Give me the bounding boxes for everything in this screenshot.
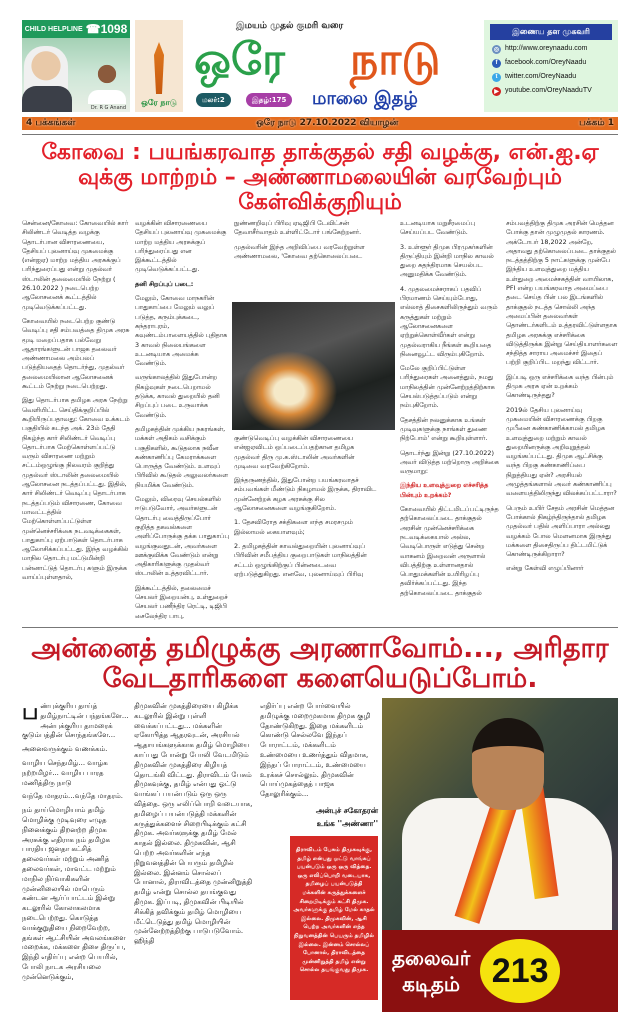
- letter-badge: [382, 930, 618, 1012]
- page-body: [0, 136, 640, 1020]
- paragraph: இக்கூட்டத்தில், தலைமைச் செயலர் இறையன்பு, உள்துறைச் செயலர் பணீந்திர ரெட்டி, டிஜிபி சைலேந்திர பாபு,: [135, 583, 228, 620]
- story2-column-3: [260, 702, 378, 800]
- lead-headline: கோவை : பயங்கரவாத தாக்குதல் சதி வழக்கு, என்.ஐ.ஏ வுக்கு மாற்றம் – அண்ணாமலையின் வரவேற்பும் கேள்விக்குறியும்: [41, 140, 599, 215]
- facebook-icon: f: [492, 59, 501, 68]
- story1-body: [0, 219, 640, 623]
- paragraph: மேலும், விரைவு செயல்களில் ஈடுபடுவோர், அவர்களுடன் தொடர்பு வைத்திருப்போர் குறித்த தகவல்களை அளிப்போருக்கு தக்க பாதுகாப்பு வழங்குவதுடன், அவர்களை ஊக்குவிக்க வேண்டும் என்று அதிகாரிகளுக்கு முதல்வர் ஸ்டாலின் உத்தரவிட்டார்.: [135, 495, 230, 578]
- paragraph: தமிழகத்தின் முக்கிய நகரங்கள், மக்கள் அதிகம் வசிக்கும் பகுதிகளில், கூடுதலாக நவீன கண்காணிப்பு கேமராக்களை பொருத்த வேண்டும். உளவுப் பிரிவில் கூடுதல் அலுவலர்களை நியமிக்க வேண்டும்.: [135, 424, 228, 489]
- paragraph: 3. உள்ளூர் திமுக பிரமுகர்களின் திருப்தியும் இன்றி மாநில காவல் துறை சுதந்திரமாக செயல்பட அனுமதிக்க வேண்டும்.: [400, 242, 494, 279]
- blast-scene-photo: [232, 302, 395, 430]
- story1-column-5: [506, 219, 618, 621]
- masthead-tagline: இமயம் முதல் குமரி வரை: [236, 21, 344, 31]
- paragraph: தொடர்ந்து இன்று (27.10.2022) அவர் விடுத்த மற்றொரு அறிக்கை வருமாறு:: [400, 448, 499, 476]
- link-text[interactable]: youtube.com/OreyNaaduTV: [505, 87, 592, 94]
- portrait-coat: [22, 86, 72, 112]
- paragraph: கோவையில் நடைபெற்ற குண்டு வெடிப்பு சதி சம்பவத்தை திமுக அரசு மூடி மறைப்பதாக பல்வேறு ஆதாரங்களுடன் பாஜக தலைவர் அண்ணாமலை அம்பலப் படுத்தியதைத் தொடர்ந்து, முதல்வர் தலைமையிலான ஆலோசனைக் கூட்டம் நேற்று நடைபெற்றது.: [22, 316, 130, 391]
- paragraph: 4. முதலமைச்சராகப் பதவிப் பிரமாணம் செய்யும்போது, எல்லாத் திசைகளிலிருந்தும் வரும் கருத்துகள் மற்றும் ஆலோசனைகளை ஏற்றுக்கொள்வீர்கள் என்று முதல்வராகிய நீங்கள் கூறியதை நினைவூட்ட விரும்புகிறோம்.: [400, 284, 498, 358]
- story2-column-2: [134, 702, 254, 1018]
- story2-column-1: [22, 702, 129, 1018]
- paragraph: என்று கேள்வி எழுப்பினார்: [506, 564, 584, 573]
- divider: [22, 627, 618, 628]
- paragraph: 1. தேசவிரோத சக்திகளை எந்த சமரசமும் இல்லாமல் கையாளவும்;: [234, 518, 353, 536]
- link-text[interactable]: http://www.oreynaadu.com: [505, 45, 588, 52]
- photo-head: [472, 718, 544, 810]
- paragraph: நம் தாய்மொழியாம் தமிழ் மொழிக்கு முடிவுரை எழுத நினைக்கும் திறனற்ற திமுக அரசுக்கு எதிராக நம் தமிழக பாரதிய ஜனதா கட்சித் தலைவர்கள் மற்றும் அணித் தலைவர்கள், மாவட்ட மற்றும் மாநில நிர்வாகிகளின் முன்னிலையில் மாபெரும் கண்டன ஆர்ப்பாட்டம் இன்று கடலூரில் கோலாகலமாக நடைபெற்றது. கொடுத்த வாக்குறுதியை நிறைவேற்ற, தங்கள் ஆட்சியின் அவலங்களை மறைக்க, மக்களை திசை திருப்ப, இந்தி எதிர்ப்பு என்ற பெயரில், போலி நாடக அரசியலை முன்னெடுக்கும்,: [22, 806, 126, 981]
- story1-column-3-top: [234, 219, 394, 297]
- paragraph: பெரும் உயிர் சேதம் அரசின் மெத்தன போக்கால் நிகழ்ந்திருந்தால் தமிழக முதல்வர் பதில் அளிப்பாரா அல்லது வழக்கம் போல மௌனமாக இருந்து மக்களை திசைதிருப்ப திட்டமிட்டுக் கொண்டிருக்கிறாரா?: [506, 503, 615, 559]
- link-text[interactable]: facebook.com/OreyNaadu: [505, 59, 587, 66]
- badge-line-2: கடிதம்: [402, 972, 460, 996]
- helpline-label: CHILD HELPLINE: [24, 25, 83, 33]
- issue-date: ஒரே நாடு 27.10.2022 வியாழன்: [256, 118, 399, 128]
- page-count: 4 பக்கங்கள்: [26, 118, 76, 128]
- paragraph: தேசத்தின் நலனுக்காக உங்கள் முடிவுகளுக்கு நாங்கள் துணை நிற்போம்' என்று கூறியுள்ளார்.: [400, 415, 488, 443]
- paragraph: மேலும், கோவை மாநகரின் பாதுகாப்பை மேலும் வலுப் படுத்த, கரும்புக்கடை, சுந்தராபுரம், கவுண்டம்பாளையத்தில் புதிதாக 3 காவல் நிலையங்களை உடனடியாக அமைக்க வேண்டும்.: [135, 294, 228, 368]
- paragraph: இப்படி ஒரு எச்சரிக்கை வந்த பின்பும் திமுக அரசு ஏன் உறக்கம் கொண்டிருந்தது?: [506, 372, 614, 400]
- paragraph: வாழிய செந்தமிழ்... வாழ்க நற்றமிழர்... வாழிய பாரத மணித்திரு நாடு: [22, 758, 108, 787]
- paragraph: இந்தருணத்தில், இதுபோன்ற பயங்கரவாதச் சம்பவங்கள் மீண்டும் நிகழாமல் இருக்க, திராவிட முன்னேற்றக் கழக அரசுக்கு சில ஆலோசனைகளை வழங்குகிறோம்.: [234, 476, 377, 513]
- subheading: இந்திய உளவுத்துறை எச்சரித்த பின்பும் உறக்கம்?: [400, 481, 489, 499]
- story1-column-2: [135, 219, 230, 621]
- story1-column-3-bottom: [234, 434, 379, 621]
- letter-number: 213: [480, 939, 560, 1003]
- story1-column-1: [22, 219, 130, 621]
- paragraph: உடனடியாக மறுசீரமைப்பு செய்யப்பட வேண்டும்.: [400, 219, 476, 237]
- web-heading: இணைய தள முகவரி: [490, 24, 612, 40]
- paragraph: வழக்கின் விசாரணையை தேசியப் புலனாய்வு முகமைக்கு மாற்ற மத்திய அரசுக்குப் பரிந்துரைப்பது என இக்கூட்டத்தில் முடிவெடுக்கப்பட்டது.: [135, 219, 227, 274]
- masthead-title-part1: ஒரே: [194, 34, 285, 85]
- link-website[interactable]: [492, 44, 618, 54]
- date-bar: [22, 117, 618, 130]
- second-headline: அன்னைத் தமிழுக்கு அரணாவோம்..., அரிதார வேடதாரிகளை களையெடுப்போம்.: [31, 633, 609, 694]
- paragraph: அனைவருக்கும் வணக்கம்.: [22, 745, 108, 754]
- link-facebook[interactable]: [492, 58, 618, 68]
- pen-nib-icon: [154, 42, 164, 94]
- drop-cap: ப: [22, 702, 39, 725]
- volume-badge: மலர்:2: [196, 93, 231, 107]
- paragraph: வந்தே மாதரம்...வந்தே மாதரம்.: [22, 792, 123, 801]
- signoff-line-1: அன்புச் சகோதரன்: [315, 806, 378, 815]
- paragraph: சென்னை/கோவை: கோவையில் கார் சிலிண்டர் வெடித்த வழக்கு தொடர்பான விசாரணையை, தேசியப் புலனாய்வு முகமைக்கு (என்ஐஏ) மாற்ற மத்திய அரசுக்குப் பரிந்துரைப்பது என்று முதல்வர் ஸ்டாலின் தலைமையில் நேற்று ( 26.10.2022 ) நடைபெற்ற ஆலோசனைக் கூட்டத்தில் முடிவெடுக்கப்பட்டது.: [22, 219, 129, 311]
- link-youtube[interactable]: [492, 86, 618, 96]
- paragraph: கோவையில் திட்டமிடப்பட்டிருந்த தற்கொலைப்படை தாக்குதல் அரசின் முன்னெச்சரிக்கை நடவடிக்கையால் அல்ல, வெடிபொருள் எடுத்து சென்ற வாகனம் இறைவன் அருளால் விபத்திற்கு உள்ளானதால் பொதுமக்களின் உயிரிழப்பு தவிர்க்கப்பட்டது. இந்த தற்கொலைப்படை தாக்குதல்: [400, 505, 499, 597]
- paragraph: நுண்ணறிவுப் பிரிவு ஏடிஜிபி டேவிட்சன் தேவாசீர்வாதம் உள்ளிட்டோர் பங்கேற்றனர்.: [234, 219, 362, 237]
- ad-caption: Dr. R G Anand: [90, 105, 126, 111]
- globe-icon: ◎: [493, 46, 500, 53]
- paragraph: திமுகவின் முகத்திரையை கிழிக்க கடலூரில் இன்று புள்ளி வைக்கப்பட்டது... மக்களின் ஏகோபித்த ஆதரவுடன், அரசியல் ஆதாயங்களுக்காக தமிழ் மொழியை காப்பது போன்று போலி வேடமிடும் திமுகவின் முகத்திரை கிழியத் தொடங்கி விட்டது. திராவிடம் பேசும் திமுகவுக்கு, தமிழ் என்பது ஓட்டு வாங்கப் பயன்படும் ஒரு ஒரு வித்தை. ஒரு எலிப்பொறி வடையாக, தமிழைப் பயன்படுத்தி மக்களின் கருத்துக்களைச் சிறைபிடிக்கும் கட்சி திமுக. அவர்களுக்கு தமிழ் மேல் காதல் இல்லை. திமுகவின், ஆசி பெற்ற அவர்களின் எந்த நிறுவனத்தின் பெயரும் தமிழில் இல்லை. இன்னம் சொல்லப் போனால், திராவிடத்தை முன்னிறுத்தி தமிழ் என்று சொல்ல தயங்குவது திமுக. இப்படி, திமுகவின் பிடியில் சிக்கித் தவிக்கும் தமிழ் மொழியை மீட்டெடுத்து தமிழ் மொழியின் முன்னேற்றத்திற்கு பாடுபடுவோம். ஹிந்தி: [134, 702, 253, 946]
- subheading: தனி சிறப்புப் படை:: [135, 279, 194, 288]
- paragraph: வருங்காலத்தில் இதுபோன்ற நிகழ்வுகள் நடைபெறாமல் தடுக்க, காவல் துறையில் தனி சிறப்புப் படை உருவாக்க வேண்டும்.: [135, 373, 220, 419]
- edition-label: மாலை இதழ்: [312, 88, 418, 109]
- paragraph: எதிர்ப்பு என்ற போர்வையில் தமிழுக்கு மறைமுகமாக திமுக குழி தோண்டுகிறது. இதை மக்களிடம் கொண்டு செல்லவே இந்தப் போராட்டம், மக்களிடம் உண்மையை உணர்த்தும் விதமாக, இந்தப் போராட்டம், உண்மையை உரக்கச் சொல்லும். திமுகவின் பொய்முகத்தைத் பாஜக தோலுரிக்கும்...: [260, 702, 371, 799]
- web-address-box: [484, 20, 618, 112]
- helpline-band: [22, 20, 130, 38]
- badge-line-1: தலைவர்: [392, 946, 471, 970]
- pull-quote-box: திராவிடம் பேசும் திமுகவுக்கு, தமிழ் என்பது ஓட்டு வாங்கப் பயன்படும் ஒரு ஒரு வித்தை. ஒரு எலிப்பொறி வடையாக, தமிழைப் பயன்படுத்தி மக்களின் கருத்துக்களைச் சிறைபிடிக்கும் கட்சி திமுக. அவர்களுக்கு தமிழ் மேல் காதல் இல்லை. திமுகவின், ஆசி பெற்ற அவர்களின் எந்த நிறுவனத்தின் பெயரும் தமிழில் இல்லை. இன்னம் சொல்லப் போனால், திராவிடத்தை முன்னிறுத்தி தமிழ் என்று சொல்ல தயங்குவது திமுக.: [290, 836, 378, 1000]
- paragraph: முதல்வரின் இந்த அறிவிப்பை வரவேற்றுள்ள அண்ணாமலை, 'கோவை தற்கொலைப்படை: [234, 242, 365, 260]
- child-helpline-ad: [22, 20, 130, 112]
- youtube-icon: ▶: [492, 87, 501, 96]
- issue-badge: இதழ்:175: [246, 93, 292, 107]
- helpline-number: ☎1098: [85, 22, 128, 36]
- page-number: பக்கம் 1: [579, 118, 614, 128]
- newspaper-logo: [135, 20, 183, 112]
- story1-column-4: [400, 219, 500, 621]
- link-twitter[interactable]: [492, 72, 618, 82]
- divider: [22, 134, 618, 135]
- signoff-line-2: உங்க ''அண்ணா'': [316, 819, 378, 828]
- paragraph: இது தொடர்பாக தமிழக அரசு நேற்று வெளியிட்ட செய்திக்குறிப்பில் கூறியிருப்பதாவது: கோவை உக்கடம் பகுதியில் கடந்த அக். 23ம் தேதி நிகழ்ந்த கார் சிலிண்டர் வெடிப்பு தொடர்பாக மேற்கொள்ளப்பட்டு வரும் விசாரணை மற்றும் சட்டம்ஒழுங்கு நிலவரம் குறித்து முதல்வர் ஸ்டாலின் தலைமையில் ஆலோசனை நடத்தப்பட்டது. இதில், கார் சிலிண்டர் வெடிப்பு தொடர்பாக நடத்தப்படும் விசாரணை, கோவை மாவட்டத்தில் மேற்கொள்ளப்பட்டுள்ள முன்னெச்சரிக்கை நடவடிக்கைகள், பாதுகாப்பு ஏற்பாடுகள் தொடர்பாக ஆலோசிக்கப்பட்டது. இந்த வழக்கில் மாநில தொடர்பு மட்டுமின்றி பன்னாட்டுத் தொடர்பு களும் இருக்க வாய்ப்புள்ளதால்,: [22, 396, 130, 581]
- paragraph: 2. தமிழகத்தின் காவல்துறையின் புலனாய்வுப் பிரிவின் சமீபத்திய குறைபாடுகள் மாநிலத்தின் சட்டம் ஒழுங்கிற்குப் பின்னடைவை ஏற்படுத்துகிறது. எனவே, புலனாய்வுப் பிரிவு: [234, 541, 367, 578]
- story2-body: [0, 698, 640, 1020]
- paragraph: சம்பவத்திற்கு திமுக அரசின் மெத்தன போக்கு தான் முழுமுதல் காரணம். அக்டோபர் 18,2022 அன்றே, அதாவது தற்கொலைப்படை தாக்குதல் நடத்தத்திற்கு 5 நாட்களுக்கு முன்பே இந்திய உளவுத்துறை மத்திய உள்துறை அமைச்சகத்தின் வாயிலாக, PFI என்ற பயங்கரவாத அமைப்பை தடை செய்த பின் பல இடங்களில் தாக்குதல் நடத்த சொல்லி அந்த அமைப்பின் தலைவர்கள் தொண்டர்களிடம் உத்தரவிட்டுள்ளதாக தமிழக அரசுக்கு எச்சரிக்கை விடுத்திருக்க இன்று செய்தியாளர்களை சந்தித்த சாராய அமைச்சர் இதைப் பற்றி குறிப்பிட மறந்து விட்டார்.: [506, 219, 618, 367]
- paragraph: ண்புக்குரிய தாய்த் தமிழ்நாட்டின் பந்தங்களே... அன்புக்குரிய தாமரைக் குடும்பத்தின் சொந்தங்களே...: [22, 702, 129, 740]
- logo-text: ஒரே நாடு: [141, 98, 177, 107]
- twitter-icon: t: [492, 73, 501, 82]
- signoff: [260, 804, 378, 830]
- paragraph: குண்டுவெடிப்பு வழக்கின் விசாரணையை என்ஐஏவிடம் ஒப்படைப்பதற்கான தமிழக முதல்வர் திரு மு.க.ஸ்டாலின் அவர்களின் முடிவை வரவேற்கிறோம்.: [234, 434, 355, 470]
- link-text[interactable]: twitter.com/OreyNaadu: [505, 73, 577, 80]
- leader-photo: [382, 698, 618, 1012]
- paragraph: மேலே குறிப்பிட்டுள்ள பரிந்துரைகள் அனைத்தும், நமது மாநிலத்தின் முன்னேற்றத்திற்காக செயல்படுத்தப்படும் என்று நம்புகிறோம்.: [400, 364, 495, 410]
- paragraph: 2019ல் தேசிய புலனாய்வு முகமையின் விசாரணைக்கு பிறகு முபீனை கண்காணிக்காமல் தமிழக உளவுத்துறை மற்றும் காவல் துறையினருக்கு அறிவுறுத்தல் வழங்கப்பட்டது. திமுக ஆட்சிக்கு வந்த பிறகு கண்காணிப்பை நிறுத்தியது ஏன்? அரசியல் அழுத்தங்களால் அவர் கண்காணிப்பு வளையத்திலிருந்து விலக்கப்பட்டாரா?: [506, 405, 617, 498]
- portrait-shirt: [88, 90, 126, 104]
- masthead-title-part2: நாடு: [350, 34, 441, 85]
